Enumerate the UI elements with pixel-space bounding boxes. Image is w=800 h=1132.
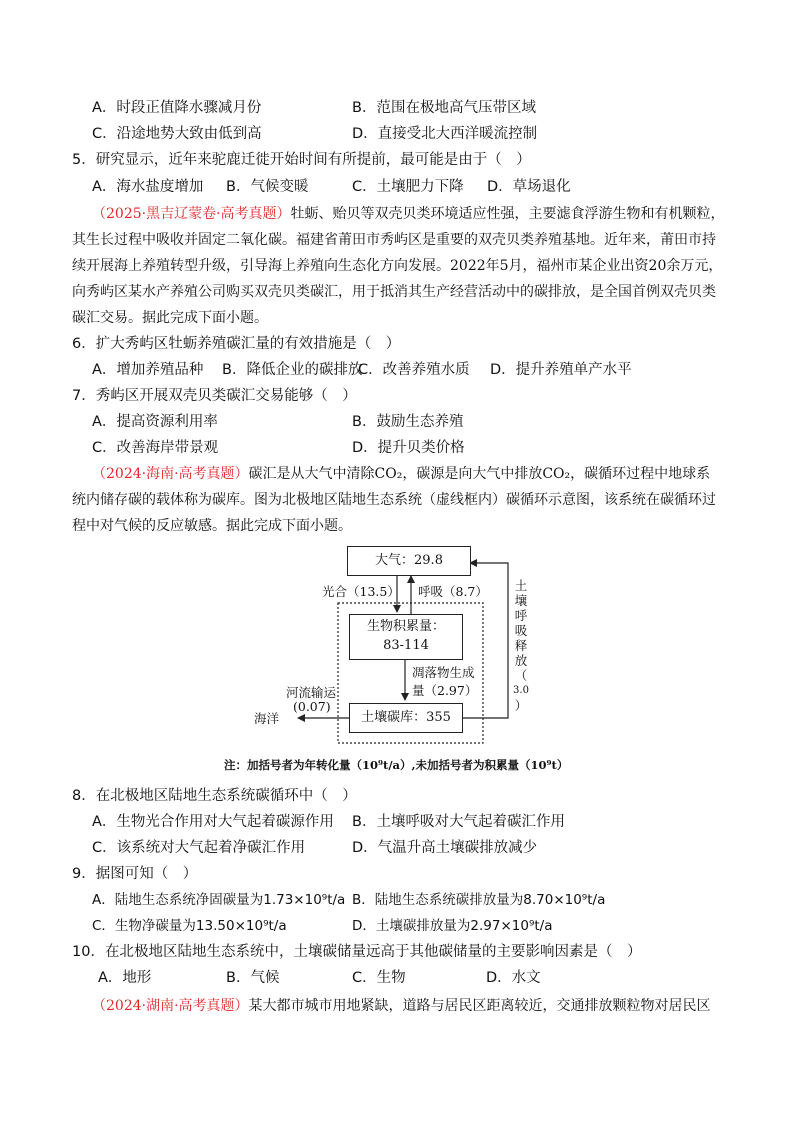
- q7-option-b: B．鼓励生态养殖: [352, 414, 464, 430]
- q7-option-c: C．改善海岸带景观: [92, 440, 219, 456]
- passage3-source: （2024·湖南·高考真题）: [92, 998, 249, 1014]
- soil-carbon-box: 土壤碳库：355: [349, 703, 463, 733]
- q10-option-a: A．地形: [98, 970, 152, 986]
- q10-stem: 10．在北极地区陆地生态系统中，土壤碳储量远高于其他碳储量的主要影响因素是（ ）: [72, 944, 642, 960]
- q8-option-b: B．土壤呼吸对大气起着碳汇作用: [352, 814, 565, 830]
- q9-option-a: A．陆地生态系统净固碳量为1.73×10⁹t/a: [92, 892, 346, 908]
- q8-stem: 8．在北极地区陆地生态系统碳循环中（ ）: [72, 788, 357, 804]
- q8-option-c: C．该系统对大气起着净碳汇作用: [92, 840, 306, 856]
- q6-option-b: B．降低企业的碳排放: [222, 362, 363, 378]
- q10-option-b: B．气候: [226, 970, 280, 986]
- ecosystem-boundary: [338, 603, 483, 743]
- q6-option-a: A．增加养殖品种: [92, 362, 204, 378]
- q10-option-d: D．水文: [486, 970, 541, 986]
- q4-option-d: D．直接受北大西洋暖流控制: [352, 126, 538, 142]
- q8-option-d: D．气温升高土壤碳排放减少: [352, 840, 538, 856]
- soil-respiration-label: 土 壤 呼 吸 释 放 （ 3.0 ）: [513, 578, 529, 713]
- q5-option-b: B．气候变暖: [226, 179, 309, 195]
- q6-option-d: D．提升养殖单产水平: [490, 362, 632, 378]
- q7-option-d: D．提升贝类价格: [352, 440, 465, 456]
- passage1-line-2: 其生长过程中吸收并固定二氧化碳。福建省莆田市秀屿区是重要的双壳贝类养殖基地。近年来，莆田市持: [72, 232, 716, 248]
- q10-option-c: C．生物: [352, 970, 406, 986]
- photosynthesis-label: 光合（13.5）: [322, 584, 400, 599]
- litter-label-1: 凋落物生成: [412, 665, 475, 680]
- q7-option-a: A．提高资源利用率: [92, 414, 218, 430]
- passage2-line-3: 程中对气候的反应敏感。据此完成下面小题。: [72, 518, 352, 534]
- q5-stem: 5．研究显示，近年来驼鹿迁徙开始时间有所提前，最可能是由于（ ）: [72, 152, 531, 168]
- passage1-line-4: 向秀屿区某水产养殖公司购买双壳贝类碳汇，用于抵消其生产经营活动中的碳排放，是全国首例双壳贝类: [72, 284, 716, 300]
- river-label-1: 河流输运: [286, 685, 337, 700]
- q5-option-c: C．土壤肥力下降: [352, 179, 464, 195]
- q5-option-d: D．草场退化: [487, 179, 571, 195]
- q4-option-c: C．沿途地势大致由低到高: [92, 126, 262, 142]
- diagram-note: 注：加括号者为年转化量（10⁹t/a）,未加括号者为积累量（10⁹t）: [224, 758, 569, 772]
- litter-label-2: 量（2.97）: [412, 683, 478, 698]
- q4-option-a: A．时段正值降水骤减月份: [92, 100, 262, 116]
- q9-option-d: D．土壤碳排放量为2.97×10⁹t/a: [352, 918, 553, 934]
- passage2-source: （2024·海南·高考真题）: [92, 466, 249, 482]
- q4-option-b: B．范围在极地高气压带区域: [352, 100, 536, 116]
- q6-option-c: C．改善养殖水质: [358, 362, 470, 378]
- passage1-line-1: （2025·黑吉辽蒙卷·高考真题）牡蛎、贻贝等双壳贝类环境适应性强，主要滤食浮游生物和有机颗粒，: [92, 206, 725, 222]
- biomass-value: 83-114: [383, 638, 429, 653]
- atmosphere-box: 大气：29.8: [347, 546, 471, 576]
- biomass-box: [349, 614, 463, 660]
- passage3-line-1: （2024·湖南·高考真题）某大都市城市用地紧缺，道路与居民区距离较近，交通排放颗粒物对居民区: [92, 998, 711, 1014]
- passage2-line-2: 统内储存碳的载体称为碳库。图为北极地区陆地生态系统（虚线框内）碳循环示意图，该系统在碳循环过: [72, 492, 716, 508]
- river-label-2: (0.07): [293, 699, 331, 714]
- q6-stem: 6．扩大秀屿区牡蛎养殖碳汇量的有效措施是（ ）: [72, 336, 401, 352]
- passage1-line-3: 续开展海上养殖转型升级，引导海上养殖向生态化方向发展。2022年5月，福州市某企业出资20余万元，: [72, 258, 723, 274]
- passage1-source: （2025·黑吉辽蒙卷·高考真题）: [92, 206, 291, 222]
- ocean-label: 海洋: [254, 711, 280, 726]
- passage2-line-1: （2024·海南·高考真题）碳汇是从大气中清除CO₂，碳源是向大气中排放CO₂，碳循环过程中地球系: [92, 466, 711, 482]
- q9-stem: 9．据图可知（ ）: [72, 866, 198, 882]
- q9-option-c: C．生物净碳量为13.50×10⁹t/a: [92, 918, 287, 934]
- respiration-label: 呼吸（8.7）: [418, 584, 488, 599]
- q9-option-b: B．陆地生态系统碳排放量为8.70×10⁹t/a: [352, 892, 606, 908]
- biomass-title: 生物积累量：: [366, 619, 445, 634]
- q7-stem: 7．秀屿区开展双壳贝类碳汇交易能够（ ）: [72, 388, 357, 404]
- q5-option-a: A．海水盐度增加: [92, 179, 204, 195]
- passage1-line-5: 碳汇交易。据此完成下面小题。: [72, 310, 268, 326]
- q8-option-a: A．生物光合作用对大气起着碳源作用: [92, 814, 334, 830]
